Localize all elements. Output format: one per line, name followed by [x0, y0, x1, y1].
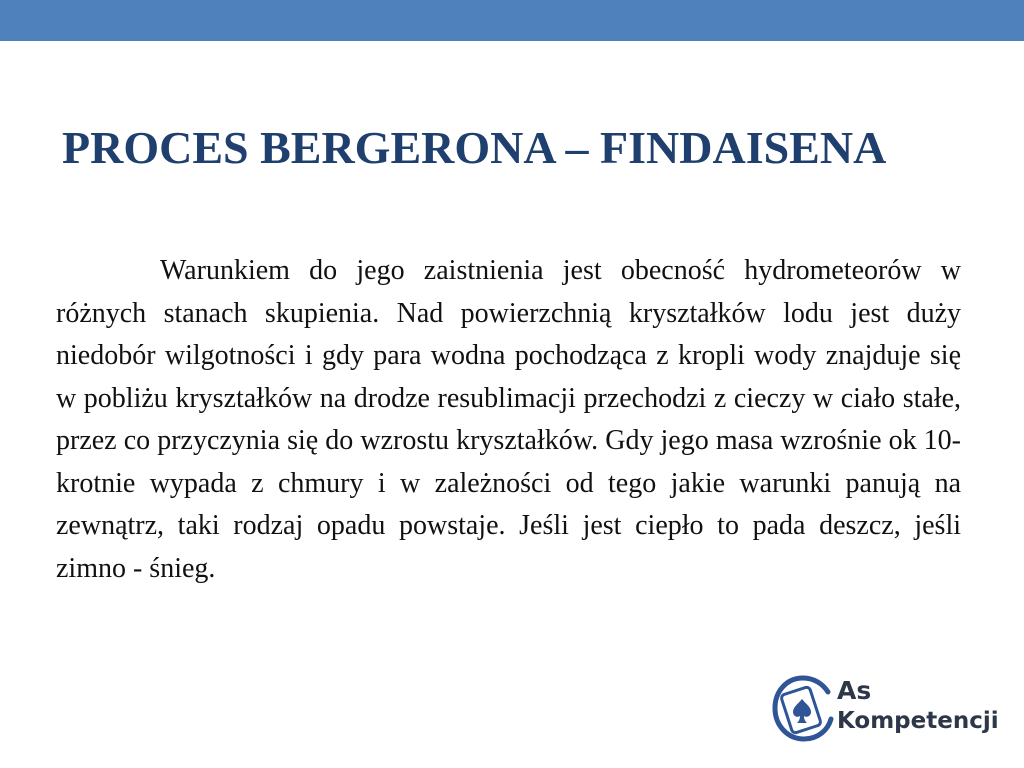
logo-text	[837, 676, 999, 736]
as-kompetencji-logo	[770, 672, 1000, 750]
slide-body-text: Warunkiem do jego zaistnienia jest obecność hydrometeorów w różnych stanach skupienia. Nad powierzchnią kryształków lodu jest duży niedobór wilgotności i gdy para wodna pochodząca z kropli wody znajduje się w pobliżu kryształków na drodze resublimacji przechodzi z cieczy w ciało stałe, przez co przyczynia się do wzrostu kryształków. Gdy jego masa wzrośnie ok 10-krotnie wypada z chmury i w zależności od tego jakie warunki panują na zewnątrz, taki rodzaj opadu powstaje. Jeśli jest ciepło to pada deszcz, jeśli zimno - śnieg.	[56, 255, 961, 584]
logo-line-kompetencji: Kompetencji	[837, 708, 999, 734]
logo-line-as: As	[837, 676, 872, 705]
card-spade-icon	[770, 672, 836, 744]
slide-title: PROCES BERGERONA – FINDAISENA	[62, 122, 887, 173]
top-accent-bar	[0, 0, 1024, 41]
